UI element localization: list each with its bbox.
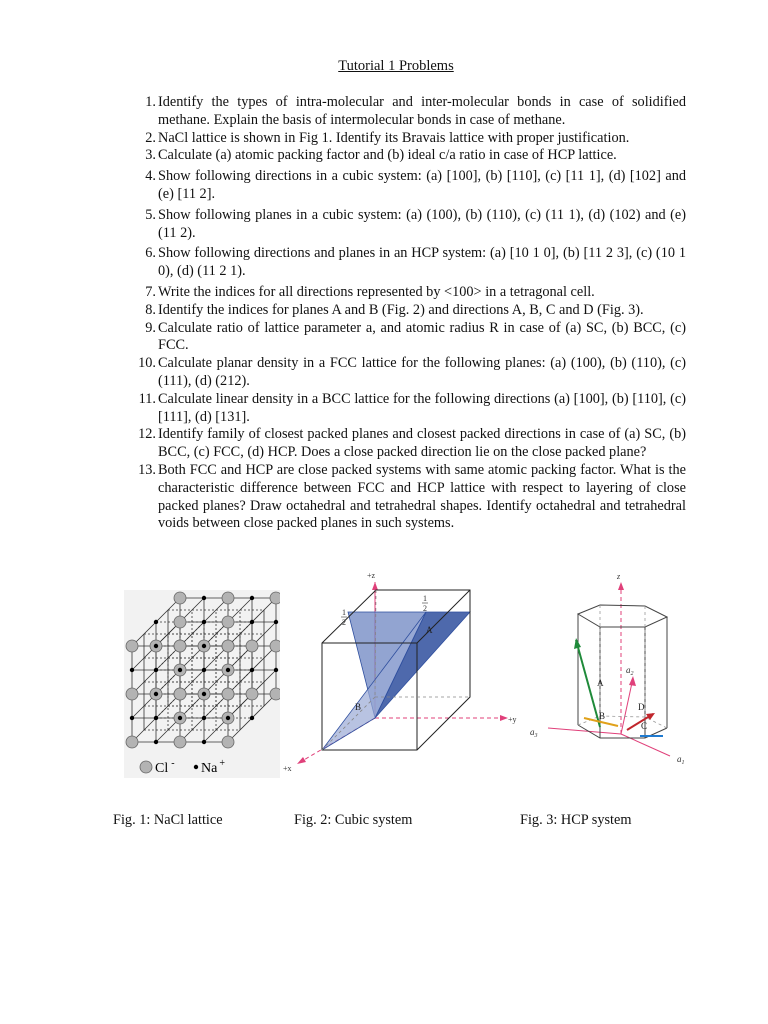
na-ion <box>154 692 158 696</box>
problem-number: 1. <box>145 94 156 110</box>
cubic-system-figure <box>282 572 522 782</box>
hcp-a2-axis <box>621 678 633 734</box>
direction-c-label: C <box>641 721 648 731</box>
problem-text: Show following directions in a cubic system: (a) [100], (b) [110], (c) [11 1], (d) [102] and (e) [11 2]. <box>158 168 686 202</box>
cl-ion <box>270 688 280 700</box>
problem-list <box>134 94 686 533</box>
hcp-a1-subscript: 1 <box>681 760 685 766</box>
half-label-den: 2 <box>342 618 346 627</box>
problem-number: 6. <box>145 245 156 262</box>
na-ion <box>226 668 230 672</box>
y-axis-label: +y <box>508 715 517 724</box>
problem-item <box>134 320 686 356</box>
half-label-den-2: 2 <box>423 604 427 613</box>
problem-item <box>134 147 686 165</box>
figure-background <box>124 590 280 778</box>
hcp-z-arrow-icon <box>618 582 624 590</box>
problem-number: 7. <box>145 283 156 300</box>
na-ion <box>130 668 134 672</box>
problem-item <box>134 168 686 204</box>
svg-text:a3 <box>530 727 538 739</box>
na-ion <box>154 668 158 672</box>
problem-number: 8. <box>145 301 156 318</box>
problem-item <box>134 130 686 148</box>
na-ion <box>274 668 278 672</box>
na-ion <box>250 716 254 720</box>
na-ion <box>274 620 278 624</box>
na-ion <box>130 716 134 720</box>
na-ion <box>202 644 206 648</box>
problem-item <box>134 302 686 320</box>
problem-text: NaCl lattice is shown in Fig 1. Identify its Bravais lattice with proper justification. <box>158 129 630 146</box>
problem-text: Calculate linear density in a BCC lattice for the following directions (a) [100], (b) [110], (c) [111], (d) [131]. <box>158 390 686 425</box>
fig2-caption: Fig. 2: Cubic system <box>294 812 413 828</box>
cl-ion <box>270 640 280 652</box>
problem-text: Show following planes in a cubic system: (a) (100), (b) (110), (c) (11 1), (d) (102) and (e) (11 2). <box>158 206 686 241</box>
problem-number: 12. <box>138 426 156 443</box>
problem-item <box>134 284 686 302</box>
cl-ion <box>126 688 138 700</box>
problem-number: 9. <box>145 319 156 336</box>
problem-text: Both FCC and HCP are close packed systems with same atomic packing factor. What is the characteristic difference between FCC and HCP lattice with respect to layering of close packed planes? Draw octahedral and tetrahedral shapes. Identify octahedral and tetrahedral voids between close packed planes in such systems. <box>158 461 686 532</box>
problem-number: 4. <box>145 168 156 185</box>
hcp-a1-label: a <box>677 754 682 764</box>
fig3-caption: Fig. 3: HCP system <box>520 812 632 828</box>
plane-a-label: A <box>426 625 433 635</box>
problem-text: Calculate ratio of lattice parameter a, and atomic radius R in case of (a) SC, (b) BCC, (c) FCC. <box>158 319 686 354</box>
na-ion <box>202 620 206 624</box>
problem-number: 3. <box>145 147 156 164</box>
problem-number: 10. <box>138 355 156 372</box>
half-label-num-2: 1 <box>423 594 427 603</box>
problem-item <box>134 462 686 533</box>
cl-legend-icon <box>140 761 152 773</box>
na-legend-charge: + <box>219 758 225 769</box>
cl-legend-charge: - <box>171 758 175 769</box>
problem-item <box>134 391 686 427</box>
cl-ion <box>222 640 234 652</box>
problem-number: 2. <box>145 129 156 146</box>
nacl-lattice-figure <box>124 590 280 778</box>
problem-text: Show following directions and planes in an HCP system: (a) [10 1 0], (b) [11 2 3], (c) (10 1 0), (d) (11 2 1). <box>158 245 686 280</box>
na-ion <box>154 740 158 744</box>
hcp-z-label: z <box>617 572 621 581</box>
cl-ion <box>174 688 186 700</box>
na-ion <box>154 644 158 648</box>
na-ion <box>202 668 206 672</box>
direction-a-label: A <box>597 678 604 688</box>
hcp-a3-subscript: 3 <box>534 733 538 739</box>
cl-ion <box>222 736 234 748</box>
cl-ion <box>246 688 258 700</box>
na-ion <box>202 692 206 696</box>
z-axis-label: +z <box>367 572 376 580</box>
problem-text: Identify the indices for planes A and B (Fig. 2) and directions A, B, C and D (Fig. 3). <box>158 301 644 318</box>
svg-text:a2 <box>626 665 634 677</box>
plane-b-label: B <box>355 702 362 712</box>
na-ion <box>250 620 254 624</box>
na-ion <box>178 716 182 720</box>
na-ion <box>202 596 206 600</box>
z-arrow-icon <box>372 582 378 590</box>
cl-ion <box>174 640 186 652</box>
problem-number: 11. <box>138 390 156 407</box>
y-arrow-icon <box>500 715 508 721</box>
half-label-num: 1 <box>342 608 346 617</box>
problem-text: Identify family of closest packed planes and closest packed directions in case of (a) SC, (b) BCC, (c) FCC, (d) HCP. Does a close packed direction lie on the close packed plane? <box>158 426 686 461</box>
cl-ion <box>126 736 138 748</box>
cl-ion <box>222 688 234 700</box>
cl-ion <box>174 736 186 748</box>
problem-text: Calculate (a) atomic packing factor and (b) ideal c/a ratio in case of HCP lattice. <box>158 147 617 164</box>
direction-b-label: B <box>599 711 606 721</box>
hcp-prism-edges <box>578 605 667 738</box>
hcp-a2-label: a <box>626 665 631 675</box>
cl-ion <box>126 640 138 652</box>
problem-item <box>134 94 686 130</box>
problem-item <box>134 245 686 281</box>
cl-ion <box>222 592 234 604</box>
cl-ion <box>174 616 186 628</box>
problem-text: Calculate planar density in a FCC lattice for the following planes: (a) (100), (b) (110), (c) (111), (d) (212). <box>158 355 686 389</box>
svg-text:a1 <box>677 754 685 766</box>
fig1-caption: Fig. 1: NaCl lattice <box>113 812 223 828</box>
problem-text: Write the indices for all directions represented by <100> in a tetragonal cell. <box>158 283 595 300</box>
x-axis-label: +x <box>283 764 292 773</box>
hcp-a2-subscript: 2 <box>630 671 634 677</box>
cl-ion <box>246 640 258 652</box>
cl-ion <box>222 616 234 628</box>
problem-item <box>134 355 686 391</box>
na-ion <box>202 716 206 720</box>
problem-text: Identify the types of intra-molecular and inter-molecular bonds in case of solidified methane. Explain the basis of intermolecular bonds in case of methane. <box>158 94 686 128</box>
cl-ion <box>174 592 186 604</box>
na-legend-label: Na <box>201 761 218 776</box>
cl-ion <box>270 592 280 604</box>
hcp-a2-arrow-icon <box>629 676 636 686</box>
cl-legend-label: Cl <box>155 761 169 776</box>
problem-number: 13. <box>138 461 156 478</box>
na-legend-icon <box>194 765 198 769</box>
na-ion <box>226 716 230 720</box>
page-title: Tutorial 1 Problems <box>338 58 454 74</box>
hcp-a3-label: a <box>530 727 535 737</box>
problem-item <box>134 207 686 243</box>
hcp-system-figure <box>520 566 696 778</box>
na-ion <box>154 620 158 624</box>
na-ion <box>250 596 254 600</box>
na-ion <box>178 668 182 672</box>
na-ion <box>250 668 254 672</box>
direction-d-label: D <box>638 702 645 712</box>
x-arrow-icon <box>297 757 306 764</box>
problem-item <box>134 426 686 462</box>
problem-number: 5. <box>145 206 156 223</box>
na-ion <box>202 740 206 744</box>
na-ion <box>154 716 158 720</box>
